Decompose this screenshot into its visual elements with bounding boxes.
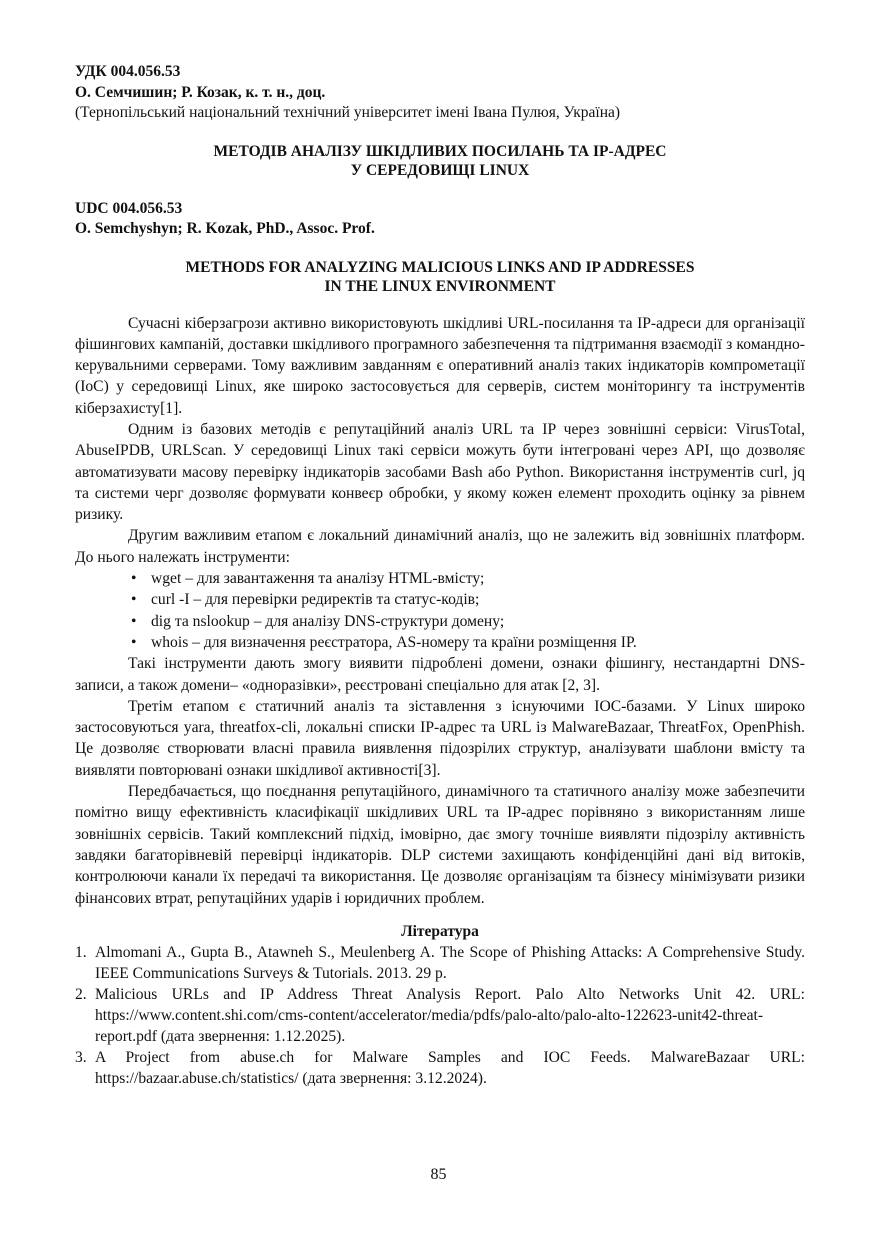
paper-page [75, 62, 805, 1089]
udc-en: UDC 004.056.53 [75, 199, 183, 217]
list-item: • whois – для визначення реєстратора, AS-номеру та країни розміщення IP. [131, 632, 805, 653]
bullet-icon: • [131, 570, 137, 588]
udc-ua: УДК 004.056.53 [75, 63, 181, 80]
tools-list [75, 568, 805, 653]
paragraph-2: Одним із базових методів є репутаційний аналіз URL та IP через зовнішні сервіси: VirusTotal, AbuseIPDB, URLScan. У середовищі Linux такі сервіси можуть бути інтегровані через API, що дозволяє автоматизувати масову перевірку індикаторів засобами Bash або Python. Використання інструментів curl, jq та системи черг дозволяє формувати конвеєр обробки, у якому кожен елемент проходить оцінку за рівнем ризику. [75, 420, 805, 524]
reference-item: 2. Malicious URLs and IP Address Threat Analysis Report. Palo Alto Networks Unit 42. URL: https://www.content.shi.com/cms-content/accelerator/media/pdfs/palo-alto/palo-alto-122623-unit42-threat-report.pdf (дата звернення: 1.12.2025). [75, 985, 805, 1045]
references-heading: Література [401, 922, 479, 940]
paragraph-5: Третім етапом є статичний аналіз та зіставлення з існуючими IOC-базами. У Linux широко застосовуються yara, threatfox-cli, локальні списки IP-адрес та URL із MalwareBazaar, ThreatFox, OpenPhish. Це дозволяє створювати власні правила виявлення підозрілих структур, аналізувати шаблони вмісту та виявляти повторювані ознаки шкідливої активності[3]. [75, 697, 805, 779]
paragraph-3: Другим важливим етапом є локальний динамічний аналіз, що не залежить від зовнішніх платформ. До нього належать інструменти: [75, 527, 805, 566]
title-en-line2: IN THE LINUX ENVIRONMENT [324, 277, 556, 295]
bullet-icon: • [131, 591, 137, 609]
title-ua-line1: МЕТОДІВ АНАЛІЗУ ШКІДЛИВИХ ПОСИЛАНЬ ТА IP-АДРЕС [213, 142, 667, 160]
affiliation-ua: (Тернопільський національний технічний університет імені Івана Пулюя, Україна) [75, 104, 621, 121]
reference-item: 3. A Project from abuse.ch for Malware Samples and IOC Feeds. MalwareBazaar URL: https://bazaar.abuse.ch/statistics/ (дата звернення: 3.12.2024). [75, 1048, 805, 1087]
list-item: • curl -I – для перевірки редиректів та статус-кодів; [131, 589, 805, 610]
reference-item: 1. Almomani A., Gupta B., Atawneh S., Meulenberg A. The Scope of Phishing Attacks: A Comprehensive Study. IEEE Communications Surveys & Tutorials. 2013. 29 p. [75, 943, 805, 982]
authors-ua: О. Семчишин; Р. Козак, к. т. н., доц. [75, 83, 326, 101]
bullet-icon: • [131, 612, 137, 630]
page-number: 85 [430, 1166, 447, 1183]
authors-en: O. Semchyshyn; R. Kozak, PhD., Assoc. Prof. [75, 220, 375, 237]
paragraph-6: Передбачається, що поєднання репутаційного, динамічного та статичного аналізу може забезпечити помітно вищу ефективність класифікації шкідливих URL та IP-адрес порівняно з використанням лише зовнішніх сервісів. Такий комплексний підхід, імовірно, дає змогу точніше виявляти підозрілу активність завдяки багаторівневій перевірці індикаторів. DLP системи захищають конфіденційні дані від витоків, контролюючи канали їх передачі та використання. Це дозволяє організаціям та бізнесу мінімізувати ризики фінансових втрат, репутаційних ударів і юридичних проблем. [75, 783, 805, 907]
references-list [75, 942, 805, 1089]
title-ua-line2: У СЕРЕДОВИЩІ LINUX [350, 161, 530, 179]
list-item: • wget – для завантаження та аналізу HTML-вмісту; [131, 568, 805, 589]
bullet-icon: • [131, 633, 137, 651]
list-item: • dig та nslookup – для аналізу DNS-структури домену; [131, 611, 805, 632]
title-en-line1: METHODS FOR ANALYZING MALICIOUS LINKS AND IP ADDRESSES [185, 258, 695, 276]
paragraph-1: Сучасні кіберзагрози активно використовують шкідливі URL-посилання та IP-адреси для організації фішингових кампаній, доставки шкідливого програмного забезпечення та підтримання взаємодії з командно-керувальними серверами. Тому важливим завданням є оперативний аналіз таких індикаторів компрометації (IoC) у середовищі Linux, яке широко застосовується для серверів, систем моніторингу та інструментів кіберзахисту[1]. [75, 314, 805, 417]
paragraph-4: Такі інструменти дають змогу виявити підроблені домени, ознаки фішингу, нестандартні DNS-записи, а також домени– «одноразівки», реєстровані спеціально для атак [2, 3]. [75, 655, 805, 694]
